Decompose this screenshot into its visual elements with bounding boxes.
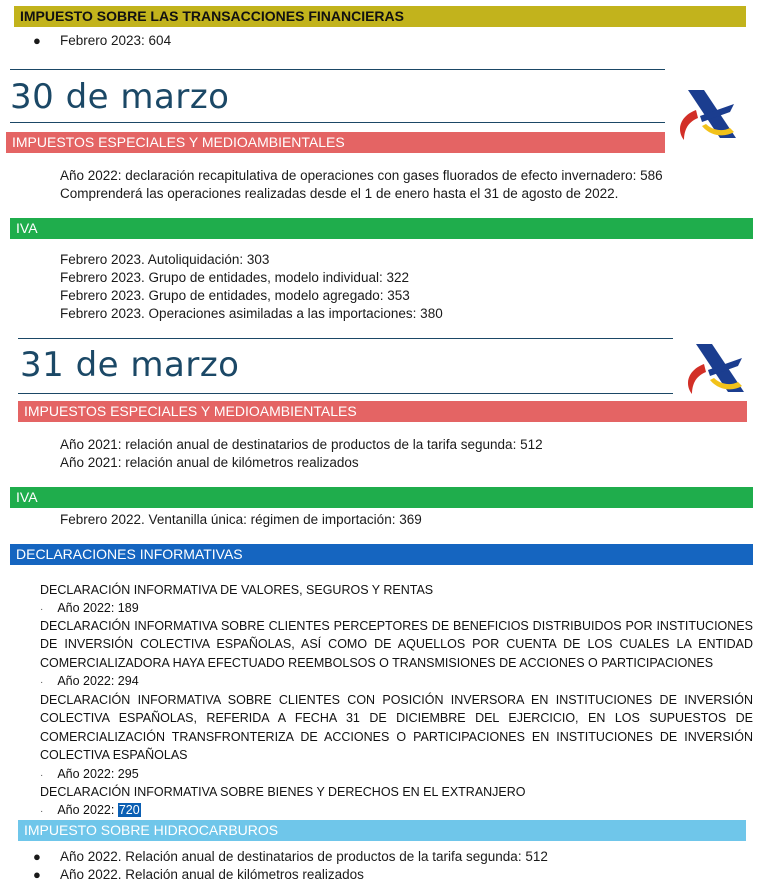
- especiales-section-header: IMPUESTOS ESPECIALES Y MEDIOAMBIENTALES: [18, 401, 747, 422]
- hidrocarburos-item: Año 2022. Relación anual de destinatarios de productos de la tarifa segunda: 512: [60, 849, 548, 864]
- bullet-dot-icon: ·: [40, 770, 44, 781]
- iva-line: Febrero 2022. Ventanilla única: régimen de importación: 369: [60, 512, 422, 527]
- declaration-title: DECLARACIÓN INFORMATIVA SOBRE CLIENTES CON POSICIÓN INVERSORA EN INSTITUCIONES DE INVERSIÓN COLECTIVA ESPAÑOLAS, REFERIDA A FECHA 31 DE DICIEMBRE DEL EJERCICIO, EN LOS SUPUESTOS DE COMERCIALIZACIÓN TRANSFRONTERIZA DE ACCIONES O PARTICIPACIONES EN INSTITUCIONES DE INVERSIÓN COLECTIVA ESPAÑOLAS: [40, 693, 753, 763]
- date-heading-30: 30 de marzo: [10, 77, 230, 117]
- hidrocarburos-section-header: IMPUESTO SOBRE HIDROCARBUROS: [18, 820, 746, 841]
- date-bottom-rule: [18, 393, 673, 394]
- especiales-line: Comprenderá las operaciones realizadas desde el 1 de enero hasta el 31 de agosto de 2022.: [60, 186, 619, 201]
- itf-item: Febrero 2023: 604: [60, 33, 172, 48]
- especiales-line: Año 2021: relación anual de kilómetros realizados: [60, 455, 359, 470]
- declaration-year-item: · Año 2022: 720: [40, 803, 140, 817]
- date-heading-31: 31 de marzo: [20, 345, 240, 385]
- date-top-rule: [18, 338, 673, 339]
- especiales-line: Año 2022: declaración recapitulativa de operaciones con gases fluorados de efecto invernadero: 586: [60, 168, 663, 183]
- declaration-title: DECLARACIÓN INFORMATIVA SOBRE BIENES Y DERECHOS EN EL EXTRANJERO: [40, 785, 526, 799]
- hidrocarburos-item: Año 2022. Relación anual de kilómetros realizados: [60, 867, 364, 882]
- informativas-section-header: DECLARACIONES INFORMATIVAS: [10, 544, 753, 565]
- bullet-dot-icon: ●: [33, 33, 41, 48]
- bullet-dot-icon: ●: [33, 849, 41, 864]
- declaration-year-item: · Año 2022: 189: [40, 601, 139, 615]
- iva-section-header: IVA: [10, 218, 753, 239]
- especiales-line: Año 2021: relación anual de destinatarios de productos de la tarifa segunda: 512: [60, 437, 543, 452]
- declaration-year-item: · Año 2022: 295: [40, 767, 139, 781]
- bullet-dot-icon: ●: [33, 867, 41, 882]
- bullet-dot-icon: ·: [40, 806, 44, 817]
- iva-line: Febrero 2023. Autoliquidación: 303: [60, 252, 270, 267]
- agencia-tributaria-logo-icon: [682, 340, 750, 396]
- bullet-dot-icon: ·: [40, 604, 44, 615]
- selected-text-highlight[interactable]: 720: [118, 803, 140, 817]
- especiales-section-header: IMPUESTOS ESPECIALES Y MEDIOAMBIENTALES: [6, 132, 665, 153]
- iva-section-header: IVA: [10, 487, 753, 508]
- itf-section-header: IMPUESTO SOBRE LAS TRANSACCIONES FINANCIERAS: [14, 6, 746, 27]
- iva-line: Febrero 2023. Operaciones asimiladas a las importaciones: 380: [60, 306, 443, 321]
- declaration-year-item: · Año 2022: 294: [40, 674, 139, 688]
- agencia-tributaria-logo-icon: [674, 86, 742, 142]
- declaration-title: DECLARACIÓN INFORMATIVA SOBRE CLIENTES PERCEPTORES DE BENEFICIOS DISTRIBUIDOS POR INSTITUCIONES DE INVERSIÓN COLECTIVA ESPAÑOLAS, ASÍ COMO DE AQUELLOS POR CUENTA DE LOS CUALES LA ENTIDAD COMERCIALIZADORA HAYA EFECTUADO REEMBOLSOS O TRANSMISIONES DE ACCIONES O PARTICIPACIONES: [40, 619, 753, 670]
- date-bottom-rule: [10, 122, 665, 123]
- bullet-dot-icon: ·: [40, 677, 44, 688]
- declaration-title: DECLARACIÓN INFORMATIVA DE VALORES, SEGUROS Y RENTAS: [40, 583, 434, 597]
- iva-line: Febrero 2023. Grupo de entidades, modelo individual: 322: [60, 270, 409, 285]
- iva-line: Febrero 2023. Grupo de entidades, modelo agregado: 353: [60, 288, 410, 303]
- date-top-rule: [10, 69, 665, 70]
